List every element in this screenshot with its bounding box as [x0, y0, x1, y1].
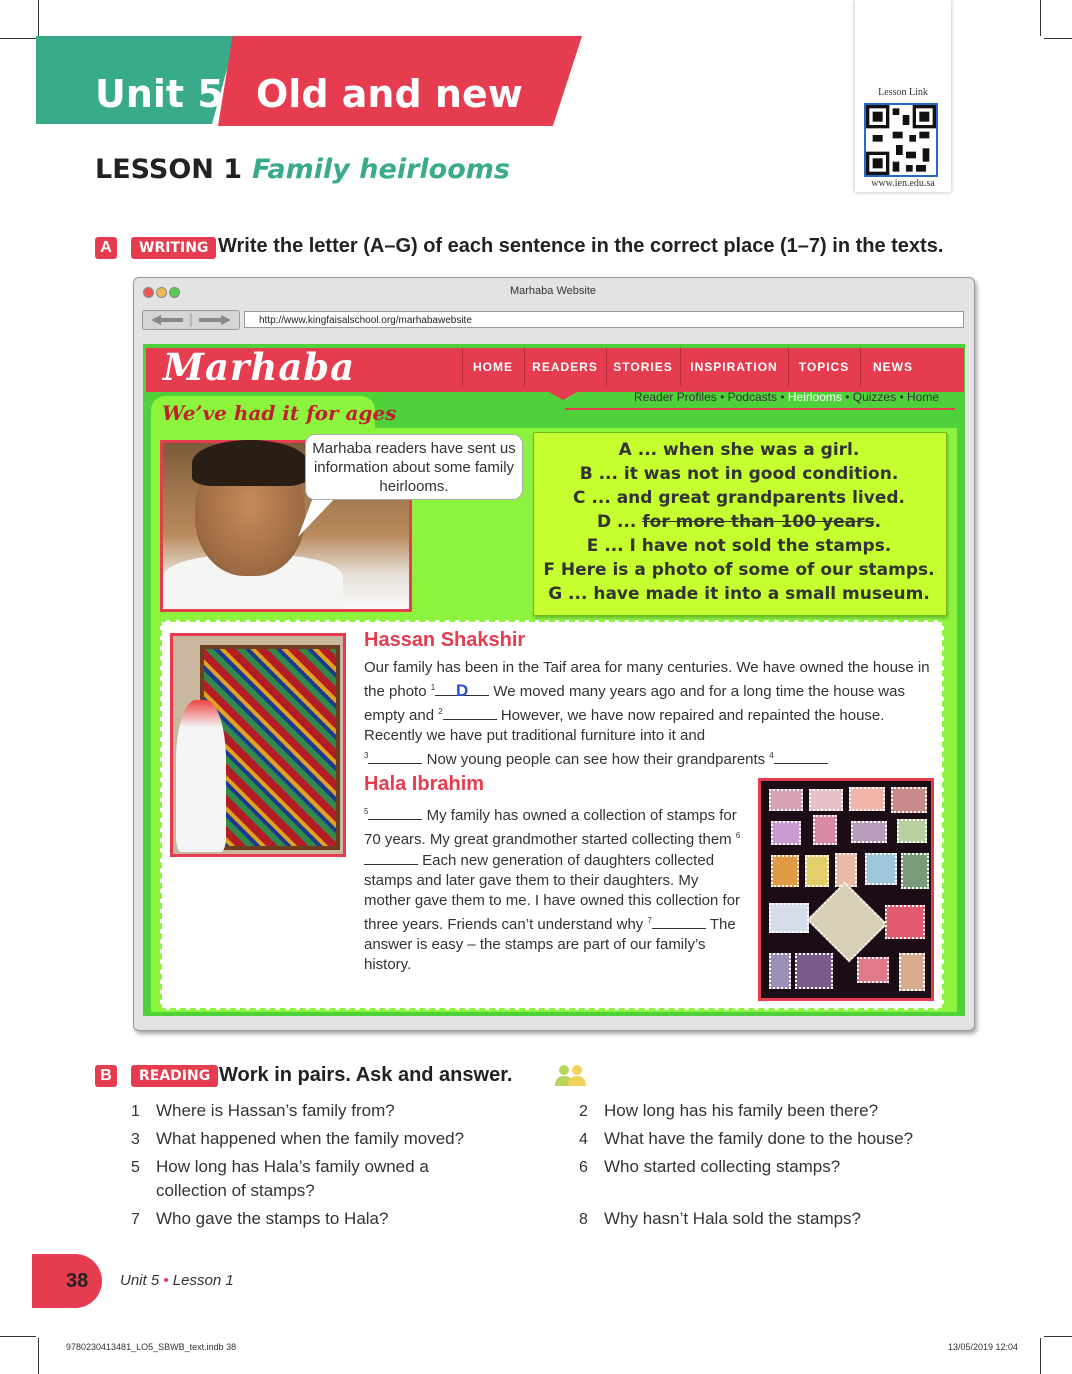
hassan-text-4: Now young people can see how their grandparents — [426, 751, 766, 768]
hala-text-6: Each new generation of daughters collected stamps and later gave them to their daughters. My mother gave them to me. I have owned this collection for three years. Friends can’t understand why — [364, 852, 741, 933]
subnav-reader-profiles[interactable]: Reader Profiles — [634, 390, 717, 404]
footer-lesson: Lesson 1 — [172, 1272, 234, 1289]
stamp — [769, 953, 791, 989]
stamp — [807, 882, 888, 963]
section-a-tag: WRITING — [131, 237, 216, 259]
hassan-text — [364, 658, 934, 770]
footer-unit-lesson — [120, 1272, 234, 1289]
question-text: What have the family done to the house? — [604, 1129, 914, 1148]
lesson-number: LESSON 1 — [95, 154, 243, 185]
gap-4-input[interactable] — [774, 749, 828, 764]
section-b-tag: READING — [131, 1065, 218, 1087]
url-bar[interactable]: http://www.kingfaisalschool.org/marhabawebsite — [244, 311, 964, 328]
subnav-separator: • — [841, 390, 853, 404]
answer-d-suffix: . — [874, 512, 882, 532]
stamp — [857, 957, 889, 983]
question-text: Who started collecting stamps? — [604, 1157, 841, 1176]
stamp — [901, 853, 929, 889]
subnav-podcasts[interactable]: Podcasts — [727, 390, 777, 404]
stamp — [851, 821, 887, 843]
stamp — [769, 789, 803, 811]
gap-number-6: 6 — [735, 831, 741, 840]
question-number: 1 — [131, 1103, 140, 1120]
gap-3-input[interactable] — [368, 749, 422, 764]
answer-option-a: A ... when she was a girl. — [618, 440, 860, 460]
gap-number-2: 2 — [438, 707, 443, 716]
gap-number-4: 4 — [769, 751, 774, 760]
stamp — [885, 905, 925, 939]
stamp — [891, 787, 927, 813]
gap-6-input[interactable] — [364, 850, 418, 865]
gap-number-5: 5 — [364, 807, 369, 816]
question-number: 4 — [579, 1131, 588, 1148]
gap-number-1: 1 — [430, 683, 436, 692]
question-number: 5 — [131, 1159, 140, 1176]
crop-mark — [1040, 1338, 1041, 1374]
stamp — [865, 853, 897, 885]
section-b-letter: B — [95, 1065, 117, 1087]
gap-number-7: 7 — [647, 916, 652, 925]
subnav-separator: • — [896, 390, 907, 404]
unit-label: Unit 5 — [95, 72, 224, 116]
stamp — [771, 821, 801, 845]
crop-mark — [38, 1338, 39, 1374]
qr-url: www.ien.edu.sa — [871, 178, 935, 189]
question-number: 7 — [131, 1211, 140, 1228]
gap-number-3: 3 — [364, 751, 369, 760]
answer-option-d — [533, 512, 945, 532]
question-number: 8 — [579, 1211, 588, 1228]
crop-mark — [1044, 1336, 1072, 1337]
section-a-letter: A — [95, 237, 117, 259]
answer-option-g: G ... have made it into a small museum. — [548, 584, 930, 604]
qr-caption: Lesson Link — [878, 87, 928, 98]
pair-work-icon — [553, 1064, 589, 1086]
question-text: What happened when the family moved? — [156, 1129, 465, 1148]
crop-mark — [1044, 38, 1072, 39]
page-heading: We’ve had it for ages — [162, 401, 397, 425]
question-text: Who gave the stamps to Hala? — [156, 1209, 389, 1228]
stamp — [805, 855, 829, 887]
browser-title: Marhaba Website — [509, 285, 596, 297]
nav-home[interactable]: HOME — [462, 348, 523, 386]
stamp — [809, 789, 843, 811]
hala-text-7: The answer is easy – the stamps are part of our family’s history. — [364, 916, 736, 973]
subnav-separator: • — [716, 390, 728, 404]
boy-photo-hair — [192, 440, 308, 486]
lesson-heading — [95, 154, 510, 185]
qr-code-icon[interactable] — [864, 103, 938, 177]
answer-option-c: C ... and great grandparents lived. — [573, 488, 905, 508]
forward-arrow-icon[interactable] — [199, 315, 231, 325]
question-number: 2 — [579, 1103, 588, 1120]
stamps-photo — [758, 778, 934, 1001]
answer-d-prefix: D ... — [596, 512, 637, 532]
lesson-title: Family heirlooms — [252, 154, 510, 185]
question-text: Why hasn’t Hala sold the stamps? — [604, 1209, 862, 1228]
gap-5-input[interactable] — [368, 805, 422, 820]
stamp — [813, 815, 837, 845]
answer-option-f: F Here is a photo of some of our stamps. — [543, 560, 935, 580]
gap-1-answer: D — [456, 681, 469, 700]
answer-option-b: B ... it was not in good condition. — [579, 464, 899, 484]
speech-bubble: Marhaba readers have sent us information about some family heirlooms. — [305, 434, 523, 500]
hassan-name: Hassan Shakshir — [364, 629, 526, 651]
question-number: 6 — [579, 1159, 588, 1176]
back-arrow-icon[interactable] — [151, 315, 183, 325]
subnav-quizzes[interactable]: Quizzes — [852, 390, 897, 404]
site-logo[interactable]: Marhaba — [163, 345, 356, 389]
nav-inspiration[interactable]: INSPIRATION — [680, 348, 787, 386]
hassan-text-2: We moved many years ago and for a long time the house was empty and — [364, 683, 905, 724]
section-a-instruction: Write the letter (A–G) of each sentence in the correct place (1–7) in the texts. — [218, 235, 944, 257]
crop-mark — [38, 0, 39, 36]
unit-title: Old and new — [256, 72, 523, 116]
gap-7-input[interactable] — [652, 914, 706, 929]
nav-stories[interactable]: STORIES — [606, 348, 679, 386]
crop-mark — [0, 38, 36, 39]
print-date: 13/05/2019 12:04 — [948, 1342, 1019, 1352]
question-text: How long has Hala’s family owned a collection of stamps? — [156, 1157, 429, 1200]
browser-nav-buttons — [142, 310, 240, 330]
question-text: How long has his family been there? — [604, 1101, 879, 1120]
stamp — [849, 787, 885, 811]
section-b-instruction: Work in pairs. Ask and answer. — [219, 1064, 513, 1086]
door-photo-man — [176, 700, 226, 852]
subnav-home[interactable]: Home — [906, 390, 939, 404]
page-number: 38 — [66, 1270, 89, 1292]
gap-1-input[interactable] — [435, 681, 489, 700]
stamp — [769, 903, 809, 933]
crop-mark — [0, 1336, 36, 1337]
print-file-info: 9780230413481_LO5_SBWB_text.indb 38 — [66, 1342, 237, 1352]
stamp — [899, 953, 925, 991]
hala-text-5: My family has owned a collection of stamps for 70 years. My great grandmother started collecting them — [364, 807, 737, 848]
hala-text — [364, 802, 748, 975]
crop-mark — [1040, 0, 1041, 36]
footer-unit: Unit 5 — [120, 1272, 160, 1289]
hala-name: Hala Ibrahim — [364, 773, 485, 795]
answer-option-e: E ... I have not sold the stamps. — [586, 536, 892, 556]
gap-2-input[interactable] — [443, 705, 497, 720]
hassan-text-1: Our family has been in the Taif area for many centuries. We have owned the house in the photo — [364, 659, 930, 700]
footer-bullet: • — [163, 1272, 169, 1289]
nav-readers[interactable]: READERS — [524, 348, 605, 386]
question-text: Where is Hassan’s family from? — [156, 1101, 395, 1120]
stamp — [771, 855, 799, 887]
stamp — [795, 953, 833, 989]
subnav-separator: • — [776, 390, 788, 404]
hassan-text-3: However, we have now repaired and repainted the house. Recently we have put traditional furniture into it and — [364, 707, 885, 744]
answer-d-struck: for more than 100 years — [642, 512, 875, 532]
sub-navigation — [565, 390, 955, 410]
subnav-heirlooms[interactable]: Heirlooms — [787, 390, 842, 404]
nav-topics[interactable]: TOPICS — [788, 348, 859, 386]
nav-news[interactable]: NEWS — [860, 348, 925, 386]
stamp — [897, 819, 927, 843]
question-number: 3 — [131, 1131, 140, 1148]
